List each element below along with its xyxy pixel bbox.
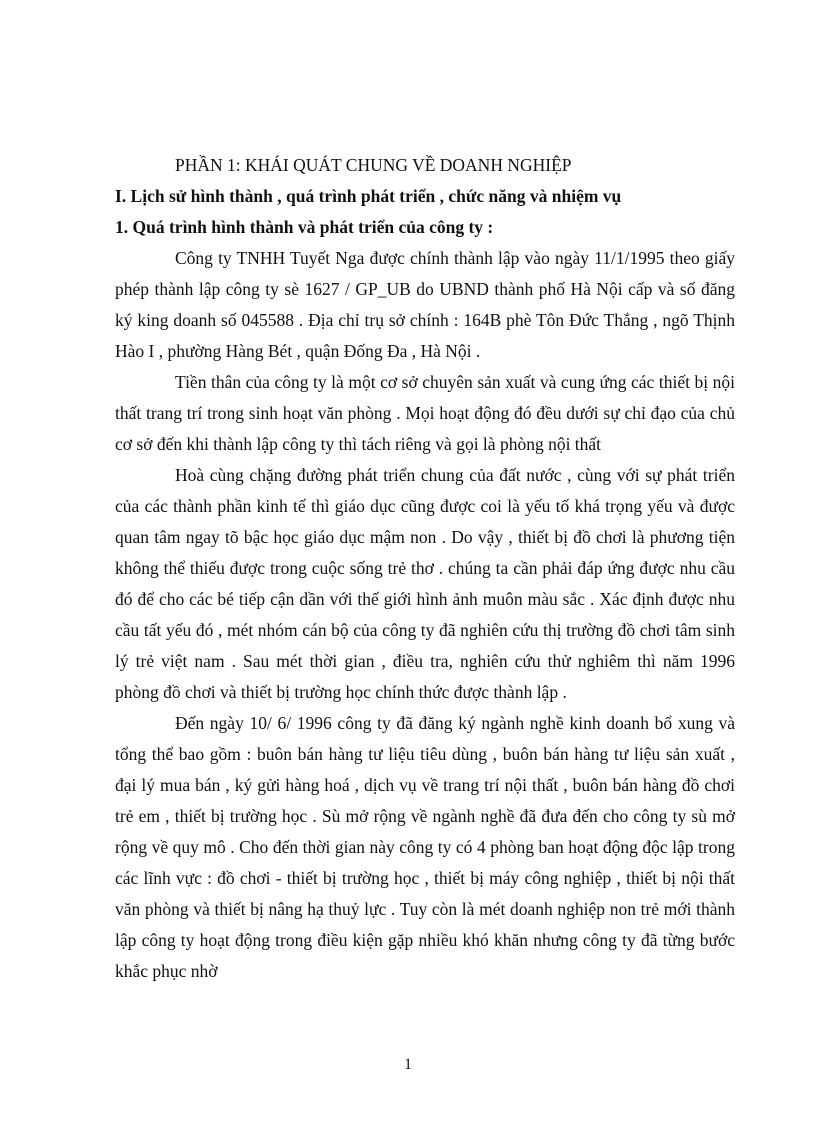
page-content	[115, 150, 735, 987]
paragraph-origins: Tiền thân của công ty là một cơ sở chuyên sản xuất và cung ứng các thiết bị nội thất trang trí trong sinh hoạt văn phòng . Mọi hoạt động đó đều dưới sự chỉ đạo của chủ cơ sở đến khi thành lập công ty thì tách riêng và gọi là phòng nội thất	[115, 372, 735, 454]
paragraph-toys-department: Hoà cùng chặng đường phát triển chung của đất nước , cùng với sự phát triển của các thành phần kinh tế thì giáo dục cũng được coi là yếu tố khá trọng yếu và được quan tâm ngay tõ bậc học giáo dục mậm non . Do vậy , thiết bị đồ chơi là phương tiện không thể thiếu được trong cuộc sống trẻ thơ . chúng ta cần phải đáp ứng được nhu cầu đó để cho các bé tiếp cận dần với thế giới hình ảnh muôn màu sắc . Xác định được nhu cầu tất yếu đó , mét nhóm cán bộ của công ty đã nghiên cứu thị trường đồ chơi tâm sinh lý trẻ việt nam . Sau mét thời gian , điều tra, nghiên cứu thử nghiêm thì năm 1996 phòng đồ chơi và thiết bị trường học chính thức được thành lập .	[115, 465, 735, 702]
paragraph-business-expansion: Đến ngày 10/ 6/ 1996 công ty đã đăng ký ngành nghề kinh doanh bổ xung và tổng thể bao gồm : buôn bán hàng tư liệu tiêu dùng , buôn bán hàng tư liệu sản xuất , đại lý mua bán , ký gửi hàng hoá , dịch vụ về trang trí nội thất , buôn bán hàng đồ chơi trẻ em , thiết bị trường học . Sù mở rộng về ngành nghề đã đưa đến cho công ty sù mở rộng về quy mô . Cho đến thời gian này công ty có 4 phòng ban hoạt động độc lập trong các lĩnh vực : đồ chơi - thiết bị trường học , thiết bị máy công nghiệp , thiết bị nội thất văn phòng và thiết bị nâng hạ thuỷ lực . Tuy còn là mét doanh nghiệp non trẻ mới thành lập công ty hoạt động trong điều kiện gặp nhiều khó khăn nhưng công ty đã từng bước khắc phục nhờ	[115, 713, 735, 981]
part-title: PHẦN 1: KHÁI QUÁT CHUNG VỀ DOANH NGHIỆP	[175, 155, 572, 175]
section-heading: I. Lịch sử hình thành , quá trình phát triển , chức năng và nhiệm vụ	[115, 186, 622, 206]
subsection-heading: 1. Quá trình hình thành và phát triển của công ty :	[115, 217, 494, 237]
paragraph-founding: Công ty TNHH Tuyết Nga được chính thành lập vào ngày 11/1/1995 theo giấy phép thành lập công ty sè 1627 / GP_UB do UBND thành phố Hà Nội cấp và số đăng ký king doanh số 045588 . Địa chỉ trụ sở chính : 164B phè Tôn Đức Thắng , ngõ Thịnh Hào I , phường Hàng Bét , quận Đống Đa , Hà Nội .	[115, 248, 735, 361]
page-number: 1	[404, 1056, 412, 1073]
